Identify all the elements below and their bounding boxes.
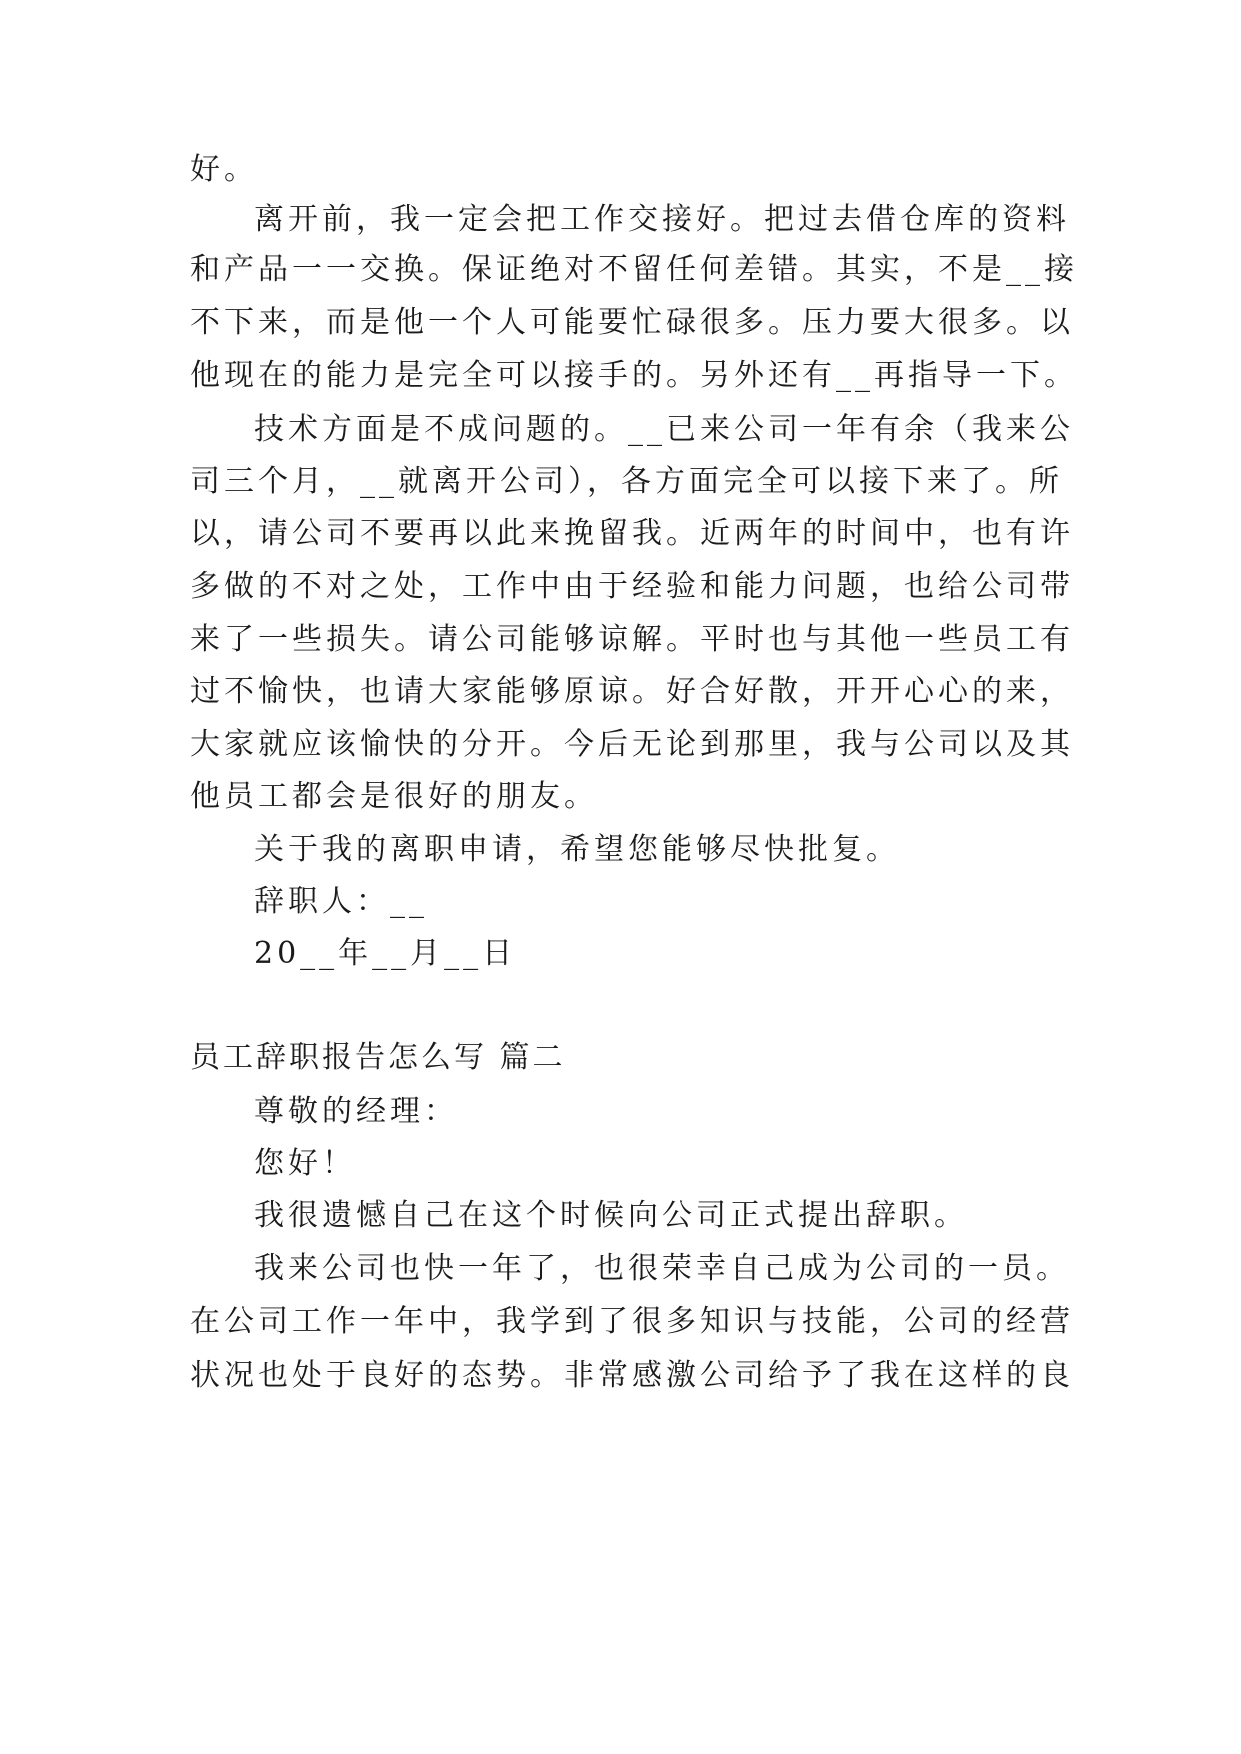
text-line: 状况也处于良好的态势。非常感激公司给予了我在这样的良 xyxy=(190,1358,1074,1393)
text-line: 好。 xyxy=(190,152,258,187)
text-line: 不下来，而是他一个人可能要忙碌很多。压力要大很多。以 xyxy=(190,305,1074,340)
text-line: 我来公司也快一年了，也很荣幸自己成为公司的一员。 xyxy=(254,1251,1070,1286)
section-heading: 员工辞职报告怎么写 篇二 xyxy=(190,1040,566,1075)
text-line: 过不愉快，也请大家能够原谅。好合好散，开开心心的来， xyxy=(190,674,1074,709)
salutation: 尊敬的经理： xyxy=(254,1094,458,1129)
text-line: 他员工都会是很好的朋友。 xyxy=(190,779,598,814)
text-line: 大家就应该愉快的分开。今后无论到那里，我与公司以及其 xyxy=(190,727,1074,762)
text-line: 离开前，我一定会把工作交接好。把过去借仓库的资料 xyxy=(254,202,1070,237)
text-line: 关于我的离职申请，希望您能够尽快批复。 xyxy=(254,832,900,867)
text-line: 他现在的能力是完全可以接手的。另外还有__再指导一下。 xyxy=(190,358,1078,393)
text-line: 和产品一一交换。保证绝对不留任何差错。其实，不是__接 xyxy=(190,252,1078,287)
text-line: 以，请公司不要再以此来挽留我。近两年的时间中，也有许 xyxy=(190,516,1074,551)
text-line: 技术方面是不成问题的。__已来公司一年有余（我来公 xyxy=(254,412,1074,447)
text-line: 多做的不对之处，工作中由于经验和能力问题，也给公司带 xyxy=(190,569,1074,604)
date-line: 20__年__月__日 xyxy=(254,936,517,971)
text-line: 在公司工作一年中，我学到了很多知识与技能，公司的经营 xyxy=(190,1304,1074,1339)
text-line: 我很遗憾自己在这个时候向公司正式提出辞职。 xyxy=(254,1198,968,1233)
text-line: 司三个月，__就离开公司），各方面完全可以接下来了。所 xyxy=(190,464,1063,499)
greeting: 您好！ xyxy=(254,1146,356,1181)
text-line: 来了一些损失。请公司能够谅解。平时也与其他一些员工有 xyxy=(190,622,1074,657)
signature-line: 辞职人：__ xyxy=(254,884,428,919)
